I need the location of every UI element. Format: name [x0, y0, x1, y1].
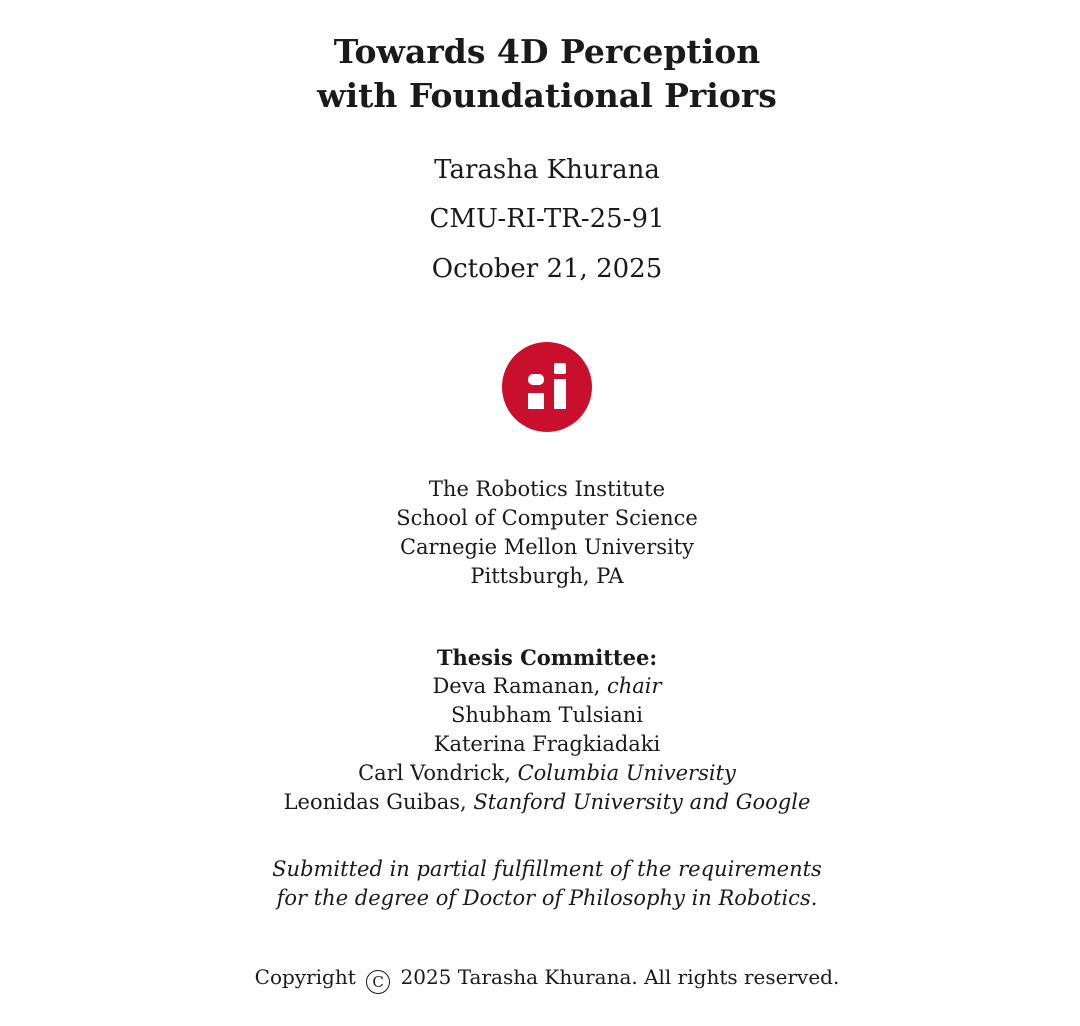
title-line-2: with Foundational Priors — [317, 76, 777, 115]
committee-member — [0, 759, 1080, 788]
committee-member — [0, 788, 1080, 817]
member-name: Katerina Fragkiadaki — [433, 732, 661, 756]
author-name: Tarasha Khurana — [434, 155, 660, 185]
committee-heading: Thesis Committee: — [436, 645, 658, 670]
member-name: Shubham Tulsiani — [450, 703, 643, 727]
member-affiliation: Stanford University and Google — [473, 790, 811, 814]
member-affiliation: Columbia University — [517, 761, 736, 785]
committee-member — [0, 672, 1080, 701]
member-role: chair — [606, 674, 662, 698]
member-name: Carl Vondrick, — [358, 761, 511, 785]
logo-i-dot — [554, 363, 566, 374]
logo-i-stem — [554, 379, 566, 409]
member-name: Leonidas Guibas, — [283, 790, 467, 814]
report-number: CMU-RI-TR-25-91 — [429, 204, 665, 234]
copyright-text: 2025 Tarasha Khurana. All rights reserved. — [400, 965, 840, 989]
logo-r-bottom — [528, 393, 544, 409]
title-line-1: Towards 4D Perception — [333, 32, 761, 71]
copyright-prefix: Copyright — [254, 965, 356, 989]
affiliation-line: Carnegie Mellon University — [399, 535, 695, 559]
degree-statement-line-2: for the degree of Doctor of Philosophy in Robotics. — [276, 886, 818, 910]
member-name: Deva Ramanan, — [432, 674, 601, 698]
committee-member — [0, 701, 1080, 730]
affiliation-line: School of Computer Science — [396, 506, 698, 530]
affiliation-line: The Robotics Institute — [428, 477, 666, 501]
affiliation — [0, 475, 1080, 591]
copyright-notice — [0, 962, 1080, 994]
degree-statement-line-1: Submitted in partial fulfillment of the requirements — [272, 857, 822, 881]
logo-r-top — [528, 374, 544, 385]
publication-date: October 21, 2025 — [431, 254, 663, 284]
robotics-institute-logo-icon — [502, 342, 592, 432]
committee-member — [0, 730, 1080, 759]
affiliation-line: Pittsburgh, PA — [470, 564, 624, 588]
degree-statement — [0, 855, 1080, 913]
copyright-icon: C — [366, 970, 390, 994]
thesis-committee — [0, 643, 1080, 817]
thesis-title — [0, 30, 1080, 118]
logo-circle — [502, 342, 592, 432]
